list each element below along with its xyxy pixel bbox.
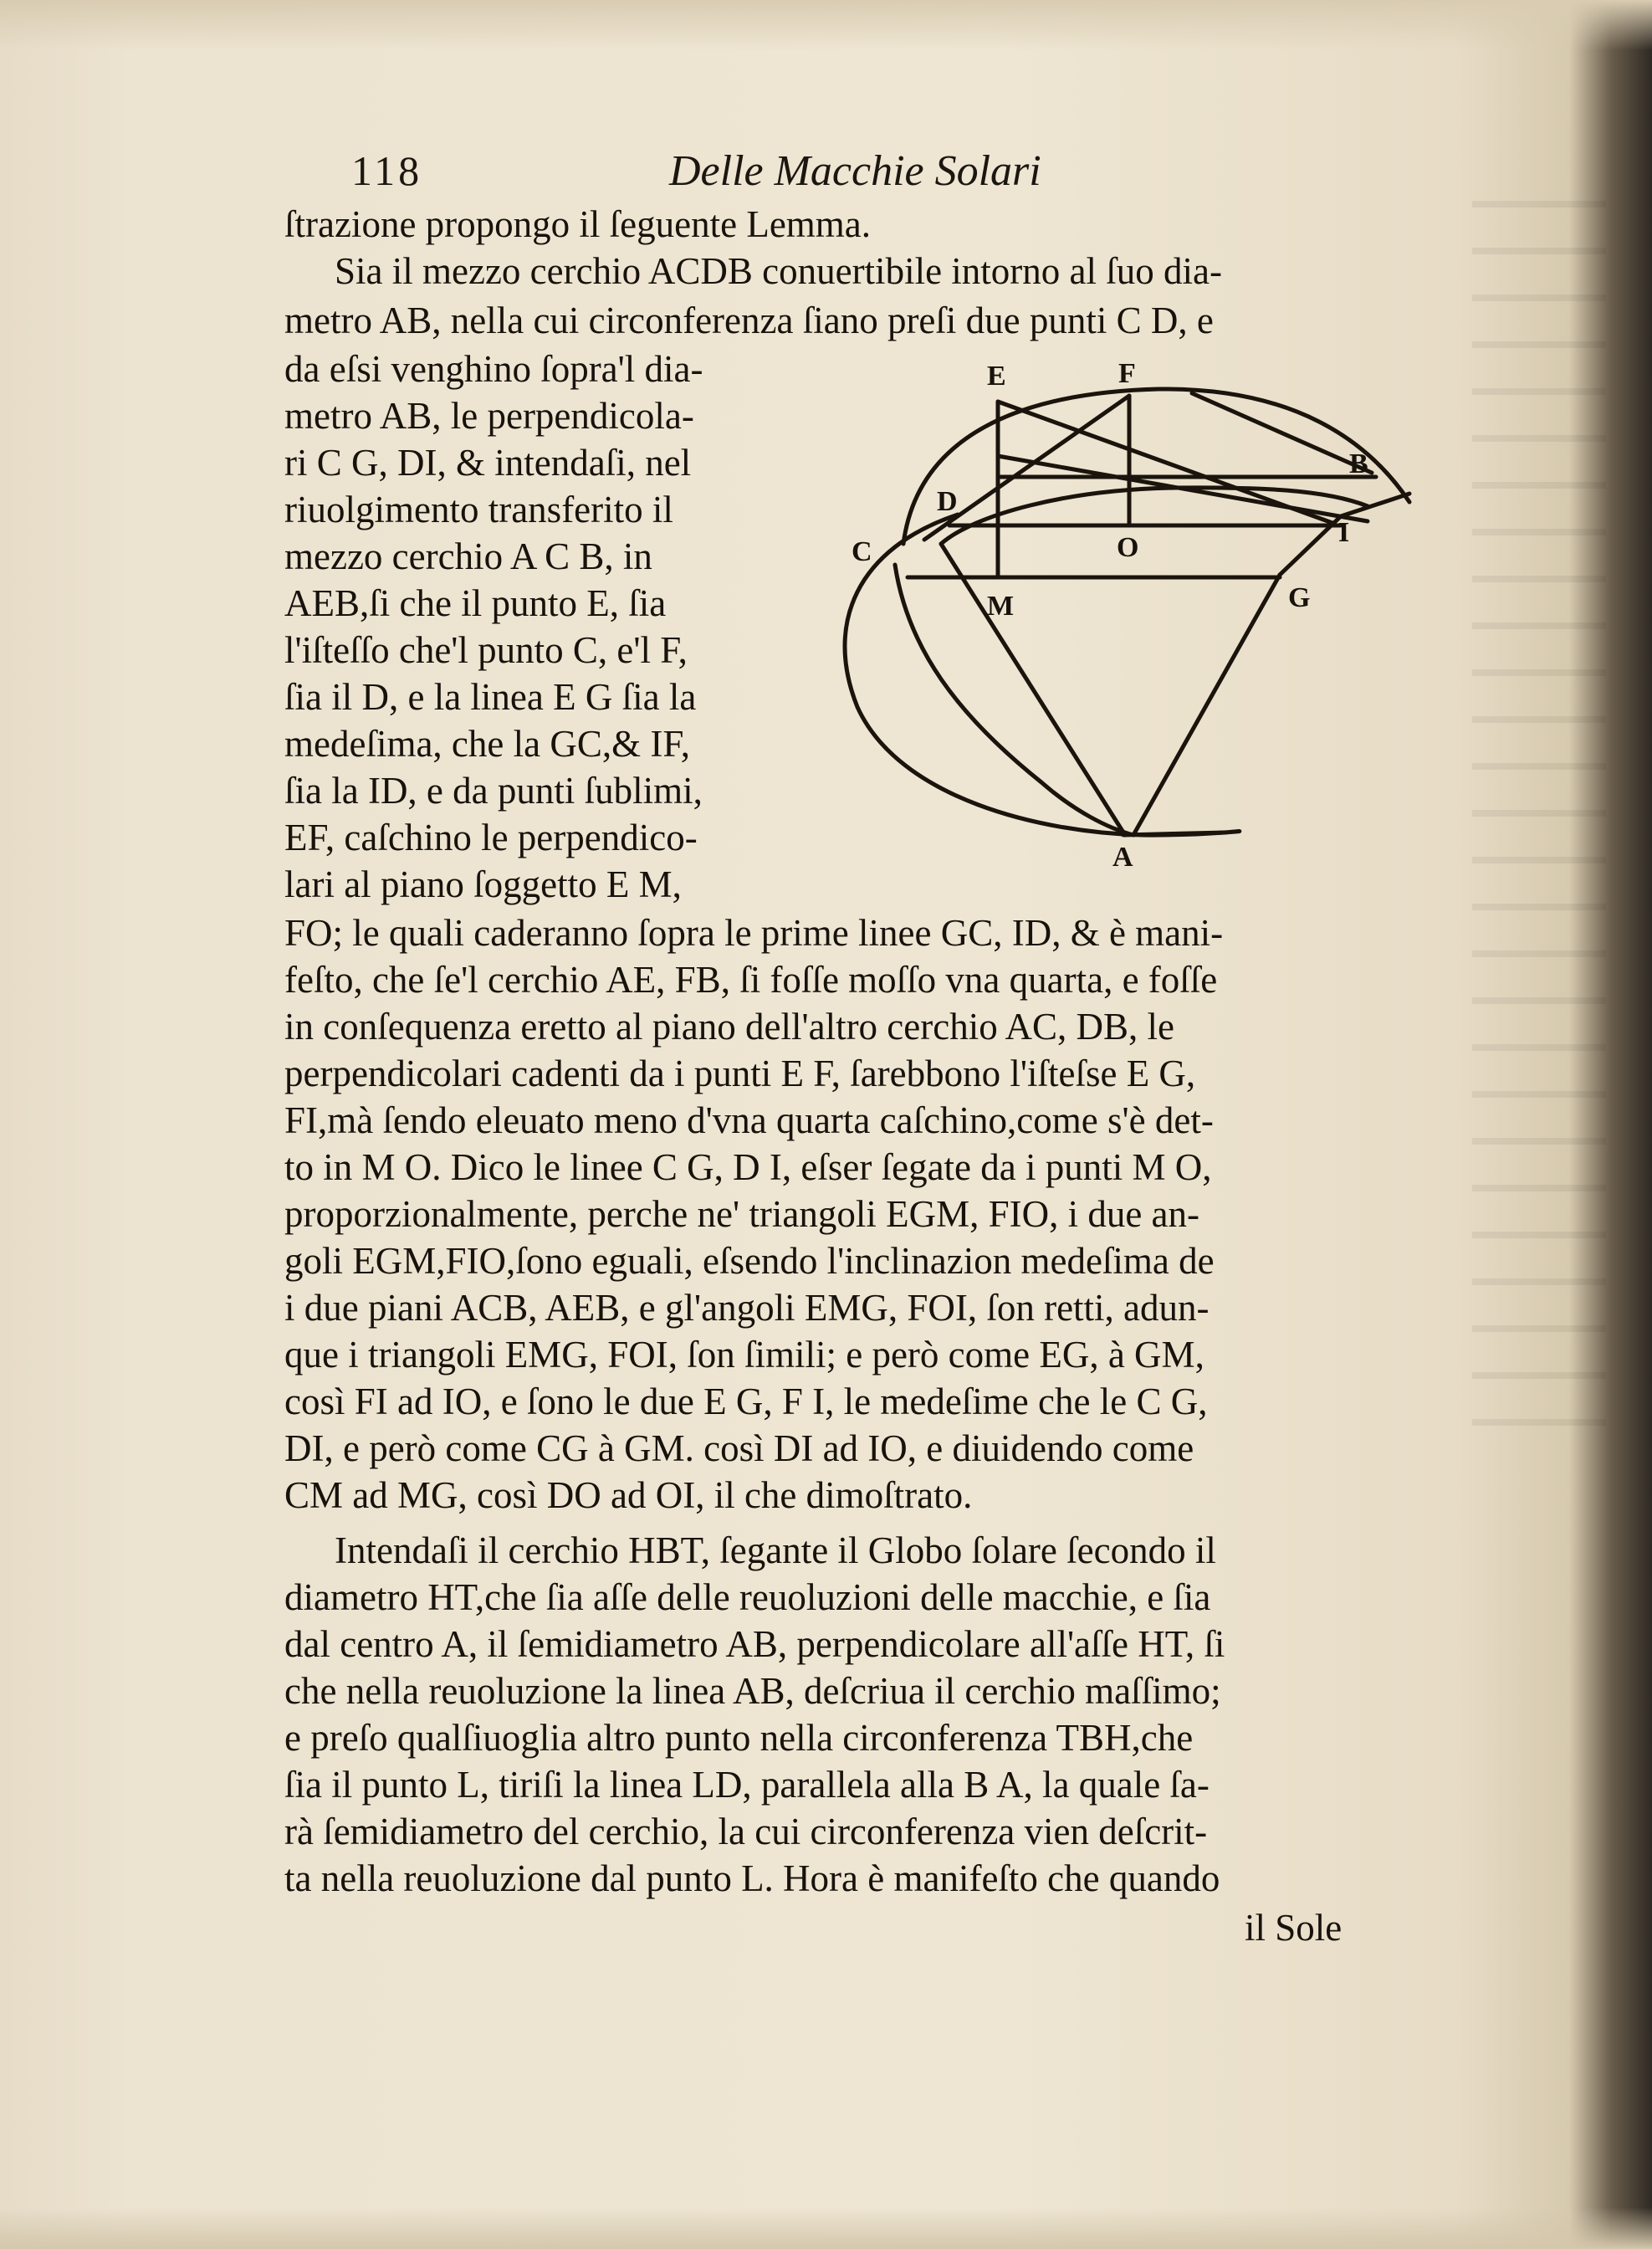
figure-label-g: G <box>1288 582 1311 613</box>
text-line: Intendaſi il cerchio HBT, ſegante il Globo ſolare ſecondo il <box>335 1529 1216 1571</box>
text-line: i due piani ACB, AEB, e gl'angoli EMG, FOI, ſon retti, adun- <box>284 1287 1210 1329</box>
figure-label-a: A <box>1112 842 1133 873</box>
text-line: riuolgimento transferito il <box>284 489 673 530</box>
text-line: AEB,ſi che il punto E, ſia <box>284 582 667 624</box>
text-line: to in M O. Dico le linee C G, D I, eſser ſegate da i punti M O, <box>284 1146 1212 1188</box>
text-line: in conſequenza eretto al piano dell'altro cerchio AC, DB, le <box>284 1006 1174 1048</box>
text-line: e preſo qualſiuoglia altro punto nella circonferenza TBH,che <box>284 1717 1194 1759</box>
text-line: da eſsi venghino ſopra'l dia- <box>284 348 703 390</box>
figure-label-b: B <box>1349 448 1368 479</box>
text-line: ſia il punto L, tiriſi la linea LD, parallela alla B A, la quale ſa- <box>284 1764 1210 1806</box>
text-line: FO; le quali caderanno ſopra le prime linee GC, ID, & è mani- <box>284 912 1224 954</box>
text-line: feſto, che ſe'l cerchio AE, FB, ſi foſſe moſſo vna quarta, e foſſe <box>284 959 1218 1001</box>
text-line: ſia il D, e la linea E G ſia la <box>284 676 697 718</box>
catchword: il Sole <box>1245 1907 1343 1949</box>
text-line: ri C G, DI, & intendaſi, nel <box>284 442 692 484</box>
text-line: FI,mà ſendo eleuato meno d'vna quarta caſchino,come s'è det- <box>284 1099 1214 1141</box>
text-line: metro AB, le perpendicola- <box>284 395 694 437</box>
text-line: così FI ad IO, e ſono le due E G, F I, le medeſime che le C G, <box>284 1381 1208 1422</box>
show-through-text <box>1472 201 1606 1456</box>
figure-label-c: C <box>852 536 872 567</box>
page-header <box>351 146 1414 205</box>
text-line: rà ſemidiametro del cerchio, la cui circonferenza vien deſcrit- <box>284 1811 1208 1852</box>
inner-curve <box>941 488 1368 544</box>
text-line: EF, caſchino le perpendico- <box>284 817 698 858</box>
figure-label-d: D <box>937 486 958 517</box>
text-line: ſia la ID, e da punti ſublimi, <box>284 770 703 812</box>
text-line: diametro HT,che ſia aſſe delle reuoluzioni delle macchie, e ſia <box>284 1576 1211 1618</box>
text-line: Sia il mezzo cerchio ACDB conuertibile intorno al ſuo dia- <box>335 250 1222 292</box>
text-line: CM ad MG, così DO ad OI, il che dimoſtrato. <box>284 1474 973 1516</box>
figure-label-o: O <box>1117 532 1139 563</box>
text-line: mezzo cerchio A C B, in <box>284 535 652 577</box>
geometric-figure <box>824 347 1426 883</box>
page-number: 118 <box>351 147 423 194</box>
text-line: que i triangoli EMG, FOI, ſon ſimili; e però come EG, à GM, <box>284 1334 1204 1376</box>
lower-ellipse-curve <box>845 515 1240 835</box>
text-line: che nella reuoluzione la linea AB, deſcriua il cerchio maſſimo; <box>284 1670 1221 1712</box>
figure-label-e: E <box>987 361 1006 392</box>
text-line: proporzionalmente, perche ne' triangoli EGM, FIO, i due an- <box>284 1193 1200 1235</box>
text-line: ſtrazione propongo il ſeguente Lemma. <box>284 203 872 245</box>
text-line: l'iſteſſo che'l punto C, e'l F, <box>284 629 688 671</box>
text-line: goli EGM,FIO,ſono eguali, eſsendo l'inclinazion medeſima de <box>284 1240 1215 1282</box>
text-line: lari al piano ſoggetto E M, <box>284 863 682 905</box>
figure-label-m: M <box>987 591 1015 622</box>
running-title: Delle Macchie Solari <box>669 147 1041 195</box>
figure-label-f: F <box>1118 358 1136 389</box>
text-line: dal centro A, il ſemidiametro AB, perpendicolare all'aſſe HT, ſi <box>284 1623 1225 1665</box>
figure-label-i: I <box>1338 517 1350 548</box>
text-line: perpendicolari cadenti da i punti E F, ſarebbono l'iſteſse E G, <box>284 1053 1196 1094</box>
text-line: ta nella reuoluzione dal punto L. Hora è manifeſto che quando <box>284 1857 1220 1899</box>
text-line: metro AB, nella cui circonferenza ſiano preſi due punti C D, e <box>284 300 1214 341</box>
text-line: DI, e però come CG à GM. così DI ad IO, e diuidendo come <box>284 1427 1194 1469</box>
text-line: medeſima, che la GC,& IF, <box>284 723 691 765</box>
